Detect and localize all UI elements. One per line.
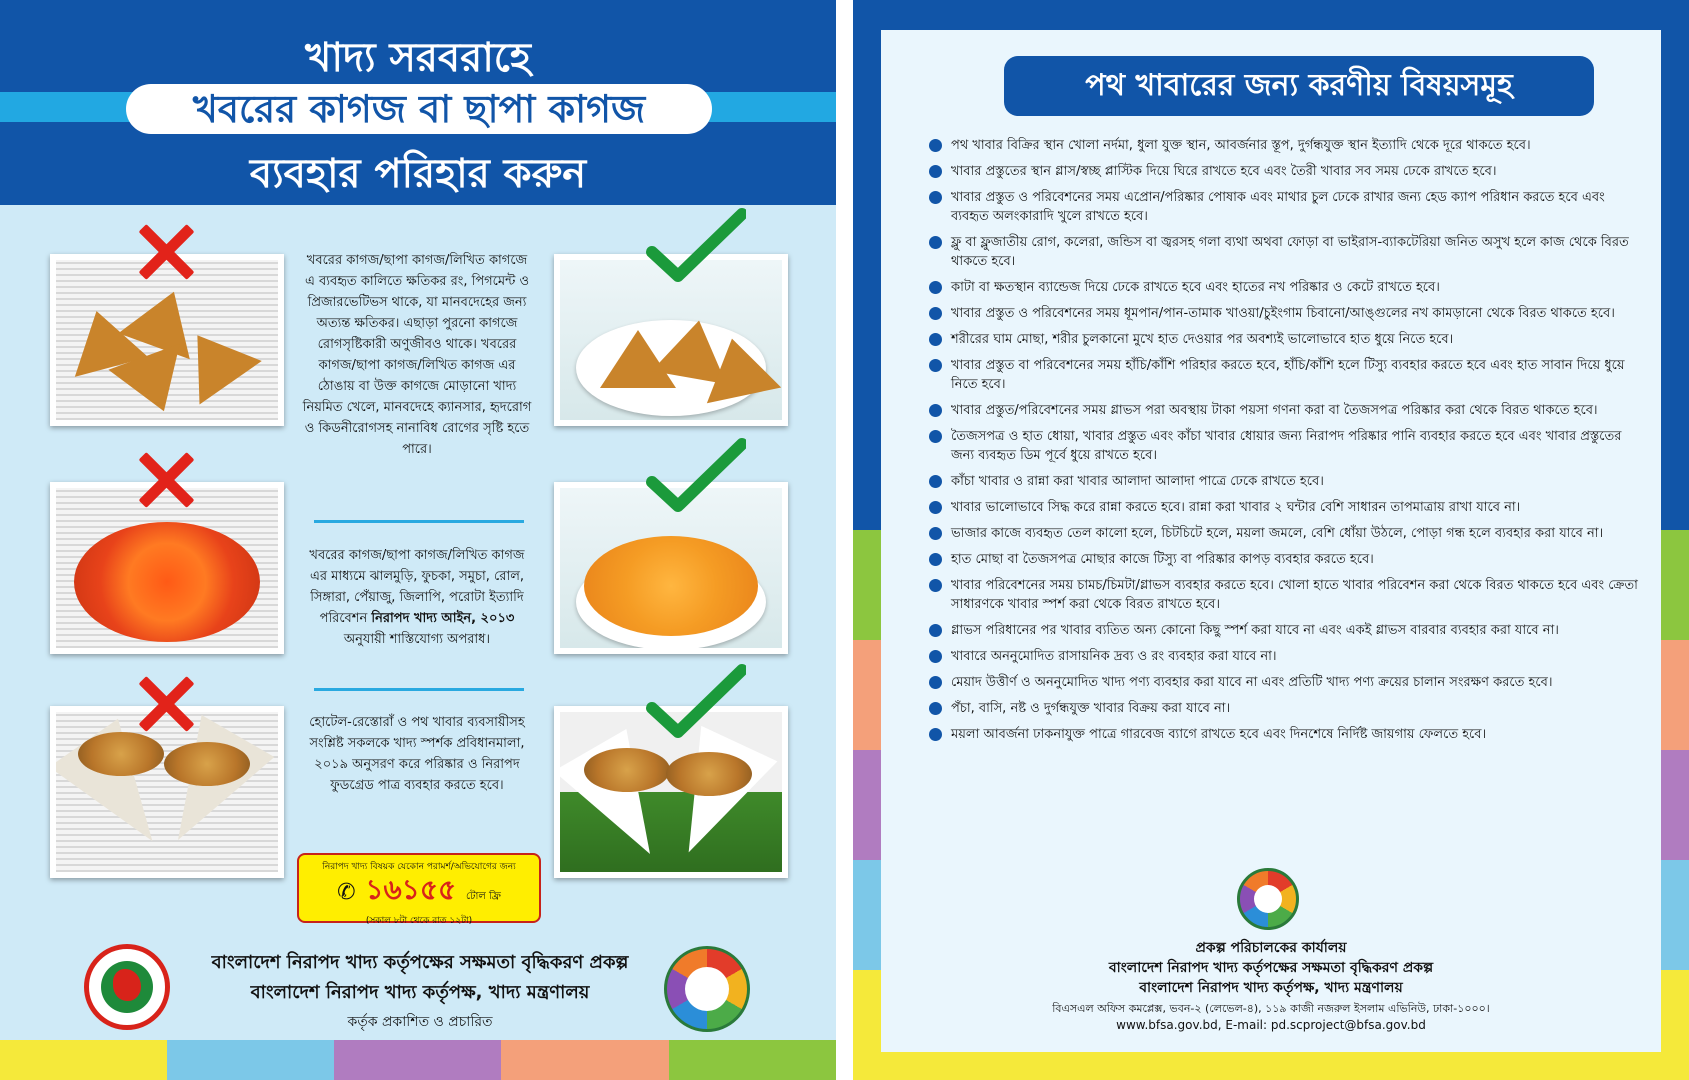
- list-item: খাবার প্রস্তুত/পরিবেশনের সময় গ্লাভস পরা অবস্থায় টাকা পয়সা গণনা করা বা তৈজসপত্র পরিষ্কার করা থেকে বিরত থাকতে হবে।: [929, 401, 1639, 420]
- list-item: পথ খাবার বিক্রির স্থান খোলা নর্দমা, ধুলা যুক্ত স্থান, আবর্জনার স্তূপ, দুর্গন্ধযুক্ত স্থান ইত্যাদি থেকে দূরে থাকতে হবে।: [929, 136, 1639, 155]
- hotline-hours: (সকাল ৮টা থেকে রাত ১২টা): [365, 916, 473, 926]
- list-item: ভাজার কাজে ব্যবহৃত তেল কালো হলে, চিটচিটে হলে, ময়লা জমলে, বেশি ধোঁয়া উঠলে, পোড়া গন্ধ হলে ব্যবহার করা যাবে না।: [929, 524, 1639, 543]
- paragraph-3: হোটেল-রেস্তোরাঁ ও পথ খাবার ব্যবসায়ীসহ সংশ্লিষ্ট সকলকে খাদ্য স্পর্শক প্রবিধানমালা, ২০১৯ অনুসরণ করে পরিষ্কার ও নিরাপদ ফুডগ্রেড পাত্র ব্যবহার করতে হবে।: [309, 715, 525, 793]
- bullet-icon: [929, 404, 942, 417]
- cross-icon: [136, 222, 196, 282]
- bullet-icon: [929, 553, 942, 566]
- toll-free-label: টোল ফ্রি: [465, 891, 501, 902]
- check-icon: [646, 664, 746, 744]
- color-bar-yellow: [0, 1040, 167, 1080]
- title-line-1: খাদ্য সরবরাহে: [305, 35, 531, 81]
- bullet-icon: [929, 139, 942, 152]
- title-line-3: ব্যবহার পরিহার করুন: [249, 151, 587, 197]
- footer-project: বাংলাদেশ নিরাপদ খাদ্য কর্তৃপক্ষের সক্ষমতা বৃদ্ধিকরণ প্রকল্প: [211, 952, 629, 973]
- list-item: খাবার ভালোভাবে সিদ্ধ করে রান্না করতে হবে। রান্না করা খাবার ২ ঘন্টার বেশি সাধারন তাপমাত্রায় রাখা যাবে না।: [929, 498, 1639, 517]
- list-item: মেয়াদ উত্তীর্ণ ও অননুমোদিত খাদ্য পণ্য ব্যবহার করা যাবে না এবং প্রতিটি খাদ্য পণ্য ক্রয়ের চালান সংরক্ষণ করতে হবে।: [929, 673, 1639, 692]
- bullet-icon: [929, 650, 942, 663]
- color-bar-blue: [167, 1040, 334, 1080]
- list-item: পঁচা, বাসি, নষ্ট ও দুর্গন্ধযুক্ত খাবার বিক্রয় করা যাবে না।: [929, 699, 1639, 718]
- title-box: [1004, 56, 1594, 116]
- footer-web: www.bfsa.gov.bd, E-mail: pd.scproject@bfsa.gov.bd: [1116, 1018, 1426, 1032]
- footer-published: কর্তৃক প্রকাশিত ও প্রচারিত: [347, 1014, 493, 1030]
- paragraph-2-end: অনুযায়ী শাস্তিযোগ্য অপরাধ।: [343, 632, 491, 647]
- bullet-icon: [929, 702, 942, 715]
- divider: [314, 520, 524, 523]
- bullet-icon: [929, 475, 942, 488]
- title-line-2: খবরের কাগজ বা ছাপা কাগজ: [192, 87, 646, 131]
- list-item: খাবার পরিবেশনের সময় চামচ/চিমটা/গ্লাভস ব্যবহার করতে হবে। খোলা হাতে খাবার পরিবেশন করা থেকে বিরত থাকতে হবে এবং ক্রেতা সাধারণকে খাবার স্পর্শ করা থেকে বিরত রাখতে হবে।: [929, 576, 1639, 614]
- color-bar-orange: [501, 1040, 669, 1080]
- divider: [314, 688, 524, 691]
- list-item: খাবার প্রস্তুত বা পরিবেশনের সময় হাঁচি/কাঁশি পরিহার করতে হবে, হাঁচি/কাঁশি হলে টিস্যু ব্যবহার করতে হবে এবং হাত সাবান দিয়ে ধুয়ে নিতে হবে।: [929, 356, 1639, 394]
- list-item: খাবারে অননুমোদিত রাসায়নিক দ্রব্য ও রং ব্যবহার করা যাবে না।: [929, 647, 1639, 666]
- hotline-number: ১৬১৫৫: [365, 873, 457, 906]
- bullet-icon: [929, 624, 942, 637]
- bfsa-logo-icon: [1237, 868, 1299, 930]
- color-bar-purple: [334, 1040, 501, 1080]
- list-item: খাবার প্রস্তুতের স্থান গ্লাস/স্বচ্ছ প্লাস্টিক দিয়ে ঘিরে রাখতে হবে এবং তৈরী খাবার সব সময় ঢেকে রাখতে হবে।: [929, 162, 1639, 181]
- bullet-icon: [929, 728, 942, 741]
- list-item: গ্লাভস পরিধানের পর খাবার ব্যতিত অন্য কোনো কিছু স্পর্শ করা যাবে না এবং একই গ্লাভস বারবার ব্যবহার করা যাবে না।: [929, 621, 1639, 640]
- list-item: শরীরের ঘাম মোছা, শরীর চুলকানো মুখে হাত দেওয়ার পর অবশ্যই ভালোভাবে হাত ধুয়ে নিতে হবে।: [929, 330, 1639, 349]
- left-poster: [0, 0, 836, 1080]
- guideline-list: [929, 136, 1639, 751]
- hotline-number-row: [299, 874, 539, 913]
- bullet-icon: [929, 165, 942, 178]
- footer-authority: বাংলাদেশ নিরাপদ খাদ্য কর্তৃপক্ষ, খাদ্য মন্ত্রণালয়: [250, 982, 590, 1003]
- right-poster: [853, 0, 1689, 1080]
- bullet-icon: [929, 430, 942, 443]
- list-item: কাটা বা ক্ষতস্থান ব্যান্ডেজ দিয়ে ঢেকে রাখতে হবে এবং হাতের নখ পরিষ্কার ও কেটে রাখতে হবে।: [929, 278, 1639, 297]
- bullet-icon: [929, 236, 942, 249]
- paragraph-2: [302, 545, 532, 650]
- list-item: তৈজসপত্র ও হাত ধোয়া, খাবার প্রস্তুত এবং কাঁচা খাবার ধোয়ার জন্য নিরাপদ পরিষ্কার পানি ব্যবহার করতে হবে এবং খাবার প্রস্তুতের জন্য ব্যবহৃত ডিম পূর্বে ধুয়ে রাখতে হবে।: [929, 427, 1639, 465]
- color-bar-green: [669, 1040, 836, 1080]
- bullet-icon: [929, 676, 942, 689]
- paragraph-2-text: খবরের কাগজ/ছাপা কাগজ/লিখিত কাগজ এর মাধ্যমে ঝালমুড়ি, ফুচকা, সমুচা, রোল, সিঙ্গারা, পেঁয়াজু, জিলাপি, পরোটা ইত্যাদি পরিবেশন: [309, 548, 525, 626]
- hotline-caption: নিরাপদ খাদ্য বিষয়ক যেকোন পরামর্শ/অভিযোগের জন্য: [322, 862, 516, 872]
- content-panel: [881, 30, 1661, 1052]
- hotline-box: [297, 853, 541, 926]
- list-item: ফ্লু বা ফ্লুজাতীয় রোগ, কলেরা, জন্ডিস বা জ্বরসহ গলা ব্যথা অথবা ফোড়া বা ভাইরাস-ব্যাকটেরিয়া জনিত অসুখ হলে কাজ থেকে বিরত থাকতে হবে।: [929, 233, 1639, 271]
- paragraph-1: খবরের কাগজ/ছাপা কাগজ/লিখিত কাগজে এ ব্যবহৃত কালিতে ক্ষতিকর রং, পিগমেন্ট ও প্রিজারভেটিভস থাকে, যা মানবদেহের জন্য অত্যন্ত ক্ষতিকর। এছাড়া পুরনো কাগজে রোগসৃষ্টিকারী অণুজীবও থাকে। খবরের কাগজ/ছাপা কাগজ/লিখিত কাগজ এর ঠোঙায় বা উক্ত কাগজে মোড়ানো খাদ্য নিয়মিত খেলে, মানবদেহে ক্যানসার, হৃদরোগ ও কিডনীরোগসহ নানাবিধ রোগের সৃষ্টি হতে পারে।: [302, 253, 532, 457]
- cross-icon: [136, 450, 196, 510]
- footer-office: প্রকল্প পরিচালকের কার্যালয়: [1195, 940, 1347, 956]
- title-pill: [126, 84, 712, 134]
- check-icon: [646, 208, 746, 288]
- government-seal-icon: [84, 944, 170, 1030]
- list-item: ময়লা আবর্জনা ঢাকনাযুক্ত পাত্রে গারবেজ ব্যাগে রাখতে হবে এবং দিনশেষে নির্দিষ্ট জায়গায় ফেলতে হবে।: [929, 725, 1639, 744]
- cross-icon: [136, 674, 196, 734]
- right-title: পথ খাবারের জন্য করণীয় বিষয়সমূহ: [1085, 68, 1513, 103]
- bullet-icon: [929, 191, 942, 204]
- bullet-icon: [929, 527, 942, 540]
- bullet-icon: [929, 307, 942, 320]
- list-item: হাত মোছা বা তৈজসপত্র মোছার কাজে টিস্যু বা পরিষ্কার কাপড় ব্যবহার করতে হবে।: [929, 550, 1639, 569]
- list-item: কাঁচা খাবার ও রান্না করা খাবার আলাদা আলাদা পাত্রে ঢেকে রাখতে হবে।: [929, 472, 1639, 491]
- check-icon: [646, 438, 746, 518]
- bullet-icon: [929, 359, 942, 372]
- bullet-icon: [929, 281, 942, 294]
- phone-icon: ✆: [337, 880, 356, 905]
- bullet-icon: [929, 579, 942, 592]
- footer-authority: বাংলাদেশ নিরাপদ খাদ্য কর্তৃপক্ষ, খাদ্য মন্ত্রণালয়: [1139, 980, 1403, 996]
- list-item: খাবার প্রস্তুত ও পরিবেশনের সময় ধূমপান/পান-তামাক খাওয়া/চুইংগাম চিবানো/আঙ্গুলের নখ কামড়ানো থেকে বিরত থাকতে হবে।: [929, 304, 1639, 323]
- list-item: খাবার প্রস্তুত ও পরিবেশনের সময় এপ্রোন/পরিষ্কার পোষাক এবং মাথার চুল ঢেকে রাখার জন্য হেড ক্যাপ পরিধান করতে হবে এবং ব্যবহৃত অলংকারাদি খুলে রাখতে হবে।: [929, 188, 1639, 226]
- bullet-icon: [929, 333, 942, 346]
- footer-address: বিএসএল অফিস কমপ্লেক্স, ভবন-২ (লেভেল-৪), ১১৯ কাজী নজরুল ইসলাম এভিনিউ, ঢাকা-১০০০।: [1052, 1002, 1490, 1015]
- footer-project: বাংলাদেশ নিরাপদ খাদ্য কর্তৃপক্ষের সক্ষমতা বৃদ্ধিকরণ প্রকল্প: [1108, 960, 1434, 976]
- paragraph-2-law: নিরাপদ খাদ্য আইন, ২০১৩: [371, 611, 515, 626]
- bullet-icon: [929, 501, 942, 514]
